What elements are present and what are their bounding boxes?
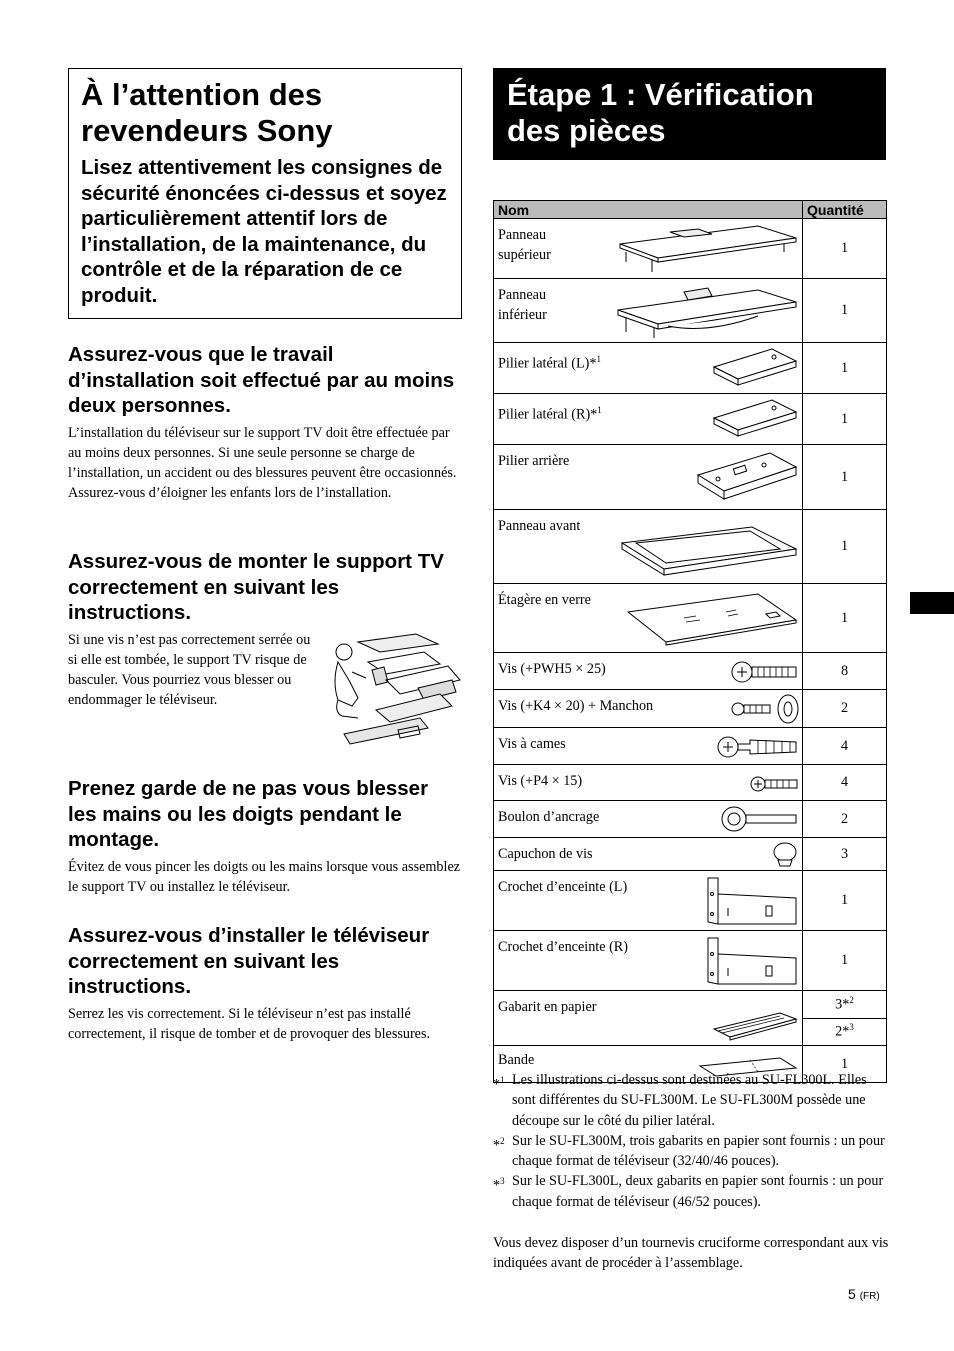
- section-body: Si une vis n’est pas correctement serrée ou si elle est tombée, le support TV risque de basculer. Vous pourriez vous blesser ou endommager le téléviseur.: [68, 631, 311, 708]
- part-qty: 1: [803, 510, 887, 584]
- table-row: [494, 801, 887, 838]
- table-header-row: [494, 201, 887, 219]
- footnote: *$^2$ Sur le SU-FL300M, trois gabarits en papier sont fournis : un pour chaque format de téléviseur (32/40/46 pouces).: [493, 1132, 885, 1170]
- table-row: [494, 765, 887, 801]
- part-name: Pilier latéral (L)*$^1$: [498, 354, 601, 372]
- part-qty: 1: [803, 445, 887, 510]
- anchor-bolt-icon: [720, 803, 800, 835]
- part-qty: 1: [803, 279, 887, 343]
- table-row: [494, 931, 887, 991]
- table-row: [494, 510, 887, 584]
- section-hands-caution: [68, 776, 462, 897]
- section-heading: Assurez-vous d’installer le téléviseur correctement en suivant les instructions.: [68, 924, 430, 998]
- part-name: Pilier latéral (R)*$^1$: [498, 405, 602, 423]
- part-name: Pilier arrière: [498, 453, 570, 469]
- part-name: Vis à cames: [498, 736, 566, 752]
- speaker-bracket-icon: [704, 874, 800, 928]
- part-name: Bande: [498, 1052, 535, 1068]
- part-qty: 1: [803, 394, 887, 445]
- upper-panel-icon: [608, 222, 800, 276]
- part-qty: 3: [803, 838, 887, 871]
- part-name: Panneau inférieur: [498, 287, 547, 323]
- part-name: Vis (+P4 × 15): [498, 773, 583, 789]
- dealer-intro: Lisez attentivement les consignes de sécurité énoncées ci-dessus et soyez particulièrement attentif lors de l’installation, de la maintenance, du contrôle et de la réparation de ce produit.: [81, 156, 447, 307]
- step-title: Étape 1 : Vérification des pièces: [507, 77, 814, 148]
- part-name: Vis (+K4 × 20) + Manchon: [498, 698, 654, 714]
- part-name: Boulon d’ancrage: [498, 809, 600, 825]
- screw-cap-icon: [770, 840, 800, 868]
- part-qty: 3*$^2$: [803, 991, 887, 1019]
- section-body: Évitez de vous pincer les doigts ou les mains lorsque vous assemblez le support TV ou installez le téléviseur.: [68, 858, 461, 895]
- footnotes: [493, 1070, 893, 1212]
- page-number: 5 (FR): [848, 1286, 880, 1302]
- cam-screw-icon: [716, 732, 800, 762]
- language-side-tab: [910, 592, 954, 614]
- dealer-title: À l’attention des revendeurs Sony: [81, 77, 333, 148]
- part-qty: 1: [803, 219, 887, 279]
- table-row: [494, 991, 887, 1019]
- part-qty: 1: [803, 1046, 887, 1083]
- parts-table: [493, 200, 886, 1083]
- table-row: [494, 838, 887, 871]
- part-name: Capuchon de vis: [498, 846, 593, 862]
- step-header: [493, 68, 886, 160]
- footnote: *$^1$ Les illustrations ci-dessus sont destinées au SU-FL300L. Elles sont différentes du SU-FL300M. Le SU-FL300M possède une découpe sur le côté du pilier latéral.: [493, 1072, 867, 1129]
- table-row: [494, 343, 887, 394]
- section-heading: Prenez garde de ne pas vous blesser les mains ou les doigts pendant le montage.: [68, 777, 429, 851]
- table-row: [494, 394, 887, 445]
- tool-note: Vous devez disposer d’un tournevis cruciforme correspondant aux vis indiquées avant de procéder à l’assemblage.: [493, 1235, 889, 1272]
- table-row: [494, 584, 887, 653]
- part-name: Étagère en verre: [498, 592, 591, 608]
- part-name: Panneau supérieur: [498, 227, 551, 263]
- part-name: Crochet d’enceinte (L): [498, 879, 628, 895]
- col-header-qty: Quantité: [803, 201, 887, 219]
- part-qty: 2: [803, 801, 887, 838]
- side-pillar-icon: [710, 345, 800, 391]
- glass-shelf-icon: [624, 590, 800, 650]
- screw-sleeve-icon: [730, 693, 800, 725]
- section-install-tv: [68, 923, 462, 1044]
- screw-icon: [750, 770, 800, 798]
- part-name: Crochet d’enceinte (R): [498, 939, 628, 955]
- paper-template-icon: [710, 1009, 800, 1043]
- part-qty: 4: [803, 765, 887, 801]
- table-row: [494, 445, 887, 510]
- part-qty: 1: [803, 343, 887, 394]
- side-pillar-icon: [710, 396, 800, 442]
- part-qty: 1: [803, 931, 887, 991]
- dealer-notice-box: [68, 68, 462, 319]
- table-row: [494, 653, 887, 690]
- section-heading: Assurez-vous de monter le support TV correctement en suivant les instructions.: [68, 550, 444, 624]
- part-qty: 1: [803, 871, 887, 931]
- front-panel-icon: [618, 523, 800, 581]
- table-row: [494, 279, 887, 343]
- part-name: Panneau avant: [498, 518, 581, 534]
- part-qty: 8: [803, 653, 887, 690]
- footnote: *$^3$ Sur le SU-FL300L, deux gabarits en papier sont fournis : un pour chaque format de téléviseur (46/52 pouces).: [493, 1173, 884, 1210]
- table-row: [494, 728, 887, 765]
- table-row: [494, 690, 887, 728]
- col-header-name: Nom: [494, 201, 803, 219]
- table-row: [494, 871, 887, 931]
- part-qty: 1: [803, 584, 887, 653]
- table-row: [494, 219, 887, 279]
- rear-pillar-icon: [694, 449, 800, 507]
- part-qty: 2*$^3$: [803, 1018, 887, 1046]
- part-qty: 2: [803, 690, 887, 728]
- section-heading: Assurez-vous que le travail d’installation soit effectué par au moins deux personnes.: [68, 343, 455, 417]
- section-body: L’installation du téléviseur sur le support TV doit être effectuée par au moins deux personnes. Si une seule personne se charge de l’installation, un accident ou des blessures peuvent être occasionnés. Assurez-vous d’éloigner les enfants lors de l’installation.: [68, 424, 457, 501]
- part-name: Vis (+PWH5 × 25): [498, 661, 606, 677]
- part-name: Gabarit en papier: [498, 999, 597, 1015]
- assembly-illustration-icon: [328, 622, 462, 750]
- lower-panel-icon: [608, 282, 800, 340]
- part-qty: 4: [803, 728, 887, 765]
- screw-icon: [730, 657, 800, 687]
- section-body: Serrez les vis correctement. Si le téléviseur n’est pas installé correctement, il risque de tomber et de provoquer des blessures.: [68, 1005, 431, 1042]
- section-two-persons: [68, 342, 462, 503]
- speaker-bracket-icon: [704, 934, 800, 988]
